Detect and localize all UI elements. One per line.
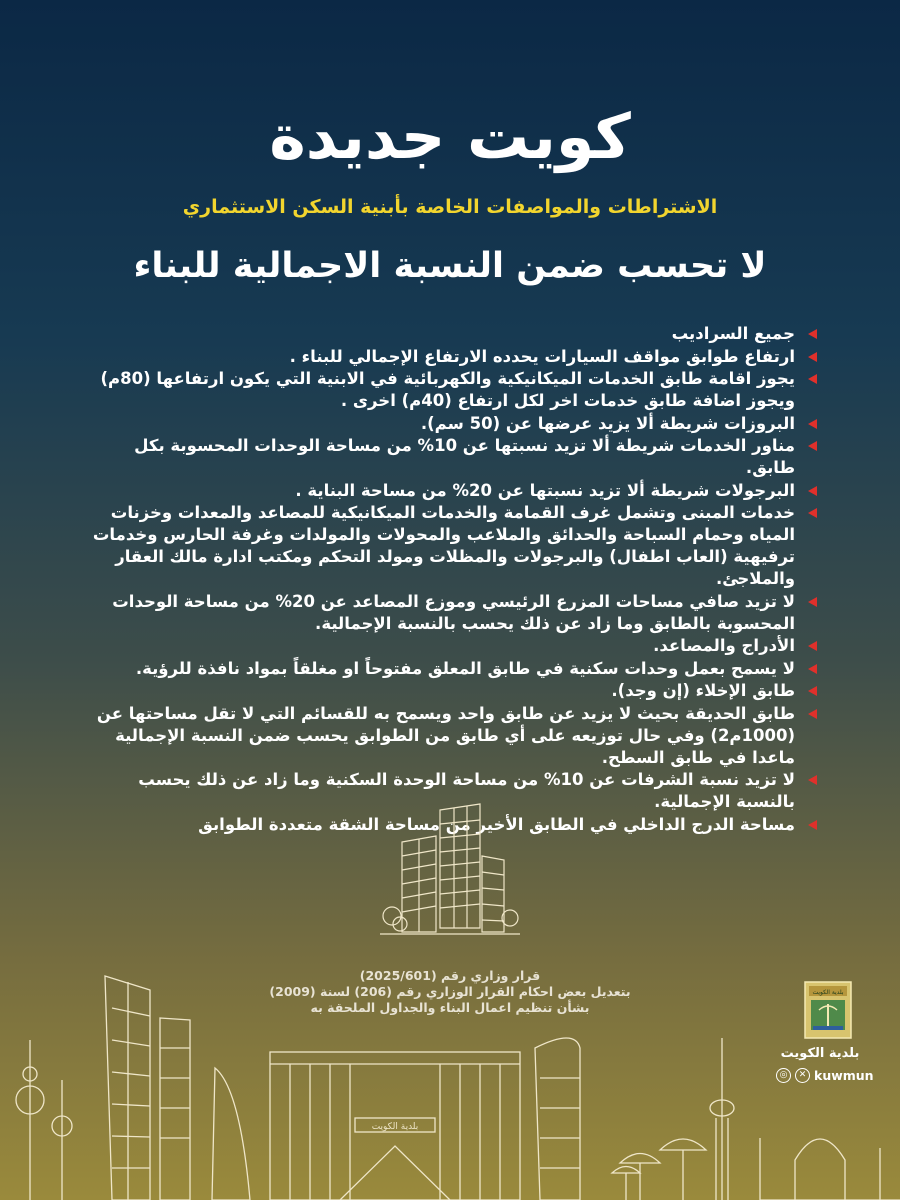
emblem-label: بلدية الكويت — [812, 989, 844, 996]
list-item-text: لا تزيد صافي مساحات المزرع الرئيسي وموزع المصاعد عن 20% من مساحة الوحدات المحسوبة بالطابق وما زاد عن ذلك يحسب بالنسبة الإجمالية. — [112, 591, 795, 633]
decree-line-3: بشأن تنظيم اعمال البناء والجداول الملحقة به — [310, 1000, 590, 1015]
list-item — [82, 480, 817, 502]
bullet-icon — [808, 709, 817, 719]
instagram-icon[interactable]: ◎ — [776, 1068, 791, 1083]
list-item-text: طابق الإخلاء (إن وجد). — [611, 681, 795, 700]
municipality-name: بلدية الكويت — [780, 1046, 860, 1061]
list-item-text: لا يسمح بعمل وحدات سكنية في طابق المعلق مفتوحاً او مغلقاً بمواد نافذة للرؤية. — [135, 658, 795, 678]
bullet-icon — [808, 441, 817, 451]
list-item-text: البرجولات شريطة ألا تزيد نسبتها عن 20% من مساحة البناية . — [295, 480, 795, 500]
list-item-text: ارتفاع طوابق مواقف السيارات يحدده الارتفاع الإجمالي للبناء . — [289, 346, 795, 366]
list-item — [82, 413, 817, 435]
bullet-icon — [808, 508, 817, 518]
list-item — [82, 502, 817, 590]
list-item — [82, 703, 817, 769]
bullet-icon — [808, 641, 817, 651]
list-item-text: جميع السراديب — [671, 324, 795, 343]
social-handle[interactable]: kuwmun — [814, 1068, 874, 1083]
kuwait-skyline-illustration — [0, 968, 900, 1200]
x-icon[interactable]: ✕ — [795, 1068, 810, 1083]
list-item-text: البروزات شريطة ألا يزيد عرضها عن (50 سم). — [420, 413, 795, 433]
list-item-text: يجوز اقامة طابق الخدمات الميكانيكية والكهربائية في الابنية التي يكون ارتفاعها (80م) ويجوز اضافة طابق خدمات اخر لكل ارتفاع (40م) اخرى . — [100, 369, 795, 410]
list-item — [82, 346, 817, 368]
social-links — [776, 1068, 874, 1083]
list-item — [82, 680, 817, 702]
bullet-icon — [808, 597, 817, 607]
list-item — [82, 368, 817, 412]
list-item-text: الأدراج والمصاعد. — [653, 636, 795, 655]
tower-illustration — [380, 800, 520, 940]
list-item-text: مناور الخدمات شريطة ألا تزيد نسبتها عن 10% من مساحة الوحدات المحسوبة بكل طابق. — [134, 436, 795, 477]
list-item — [82, 323, 817, 345]
page-title: كويت جديدة — [269, 100, 631, 173]
requirements-list — [82, 323, 817, 836]
building-sign: بلدية الكويت — [371, 1122, 419, 1132]
bullet-icon — [808, 664, 817, 674]
bullet-icon — [808, 820, 817, 830]
list-item-text: طابق الحديقة بحيث لا يزيد عن طابق واحد ويسمح به للقسائم التي لا تقل مساحتها عن (1000م2) وفي حال توزيعه على أي طابق من الطوابق يحسب ضمن النسبة الإجمالية ماعدا في طابق السطح. — [96, 703, 795, 767]
bullet-icon — [808, 374, 817, 384]
section-heading: لا تحسب ضمن النسبة الاجمالية للبناء — [133, 246, 767, 286]
bullet-icon — [808, 486, 817, 496]
list-item — [82, 591, 817, 635]
bullet-icon — [808, 686, 817, 696]
list-item — [82, 658, 817, 680]
list-item — [82, 635, 817, 657]
decree-line-2: بتعديل بعض احكام القرار الوزاري رقم (206) لسنة (2009) — [269, 984, 631, 999]
municipality-emblem — [803, 980, 853, 1040]
page-subtitle: الاشتراطات والمواصفات الخاصة بأبنية السكن الاستثماري — [182, 196, 718, 218]
list-item-text: خدمات المبنى وتشمل غرف القمامة والخدمات الميكانيكية للمصاعد والمعدات وخزنات المياه وحمام السباحة والحدائق والملاعب والمحولات والمولدات وغرفة الحارس وخدمات ترفيهية (العاب اطفال) والبرجولات والمظلات ومولد التحكم ومكتب ادارة مالك العقار والملاجئ. — [92, 503, 795, 588]
decree-line-1: قرار وزاري رقم (2025/601) — [359, 968, 541, 983]
bullet-icon — [808, 419, 817, 429]
list-item-text: مساحة الدرج الداخلي في الطابق الأخير من مساحة الشقة متعددة الطوابق — [198, 814, 795, 834]
bullet-icon — [808, 775, 817, 785]
list-item — [82, 435, 817, 479]
bullet-icon — [808, 329, 817, 339]
bullet-icon — [808, 352, 817, 362]
list-item-text: لا تزيد نسبة الشرفات عن 10% من مساحة الوحدة السكنية وما زاد عن ذلك يحسب بالنسبة الإجمالية. — [138, 770, 795, 811]
